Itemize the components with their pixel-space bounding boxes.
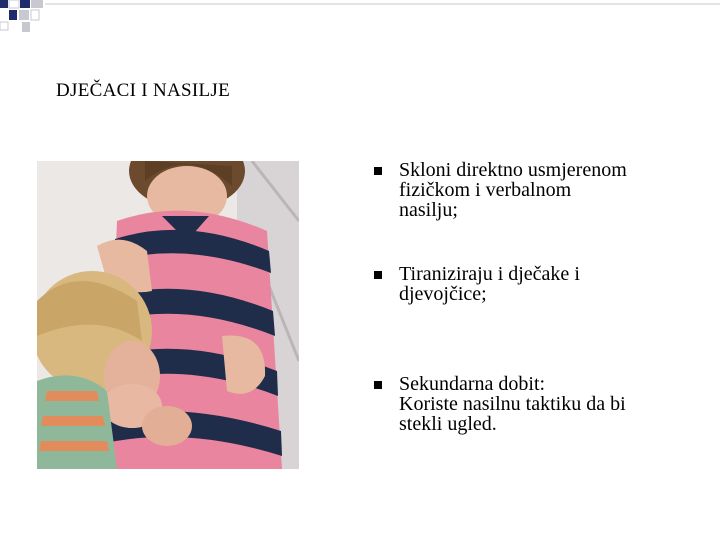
bullet-square-icon xyxy=(374,271,382,279)
corner-decoration xyxy=(0,0,720,40)
bullet-square-icon xyxy=(374,167,382,175)
slide-title: DJEČACI I NASILJE xyxy=(56,80,230,101)
bullet-text: Tiraniziraju i dječake i djevojčice; xyxy=(399,263,580,305)
bullying-photo xyxy=(37,161,299,469)
photo-illustration xyxy=(37,161,299,469)
bullet-square-icon xyxy=(374,381,382,389)
bullet-text: Sekundarna dobit: Koriste nasilnu taktiku da bi stekli ugled. xyxy=(399,373,626,435)
bullet-text: Skloni direktno usmjerenom fizičkom i verbalnom nasilju; xyxy=(399,159,627,221)
